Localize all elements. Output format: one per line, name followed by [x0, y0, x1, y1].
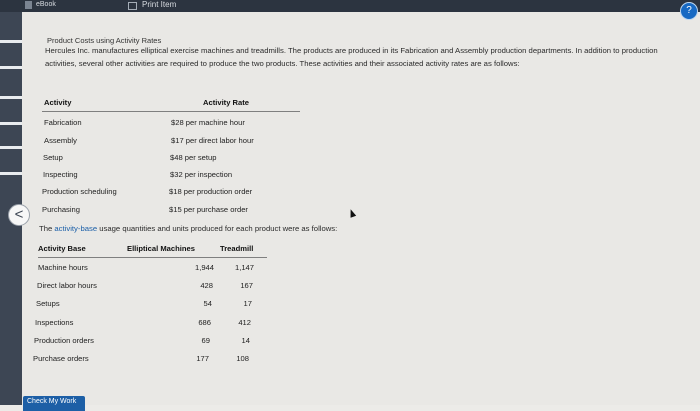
treadmill-cell: 17 [243, 299, 252, 308]
top-toolbar [0, 0, 700, 12]
elliptical-cell: 177 [196, 354, 209, 363]
table-row [37, 281, 277, 298]
rate-cell: $18 per production order [169, 187, 253, 196]
back-button[interactable]: < [8, 204, 30, 226]
rate-cell: $28 per machine hour [171, 118, 245, 127]
activity-cell: Purchasing [42, 205, 80, 214]
elliptical-cell: 428 [200, 281, 213, 290]
ebook-link[interactable]: eBook [36, 1, 56, 8]
base-cell: Production orders [34, 336, 94, 345]
sidebar-item[interactable] [0, 96, 22, 99]
treadmill-cell: 108 [236, 354, 249, 363]
table-row [43, 170, 303, 187]
column-header: Elliptical Machines [127, 244, 195, 253]
base-cell: Purchase orders [33, 354, 89, 363]
sidebar-item[interactable] [0, 146, 22, 149]
activity-cell: Inspecting [43, 170, 78, 179]
elliptical-cell: 1,944 [194, 263, 214, 272]
activity-cell: Fabrication [44, 118, 82, 127]
table-row [43, 153, 303, 170]
print-item-link[interactable]: Print Item [142, 0, 177, 9]
sidebar-item[interactable] [0, 172, 22, 175]
treadmill-cell: 14 [241, 336, 250, 345]
table-row [35, 318, 275, 335]
sidebar-item[interactable] [0, 122, 22, 125]
usage-intro [39, 224, 337, 233]
help-button[interactable]: ? [680, 2, 698, 20]
table-row [42, 187, 302, 204]
base-cell: Machine hours [38, 263, 88, 272]
elliptical-cell: 54 [203, 299, 212, 308]
table-row [33, 354, 273, 371]
table-row [36, 299, 276, 316]
base-cell: Direct labor hours [37, 281, 97, 290]
table-row [38, 263, 278, 280]
column-header: Activity Rate [203, 98, 250, 107]
rate-cell: $32 per inspection [170, 170, 233, 179]
activity-cell: Production scheduling [42, 187, 117, 196]
column-header: Activity [44, 98, 72, 107]
book-icon[interactable] [25, 1, 32, 9]
base-cell: Inspections [35, 318, 74, 327]
activity-cell: Setup [43, 153, 63, 162]
activity-cell: Assembly [44, 136, 77, 145]
problem-panel [22, 12, 700, 405]
table-row [42, 205, 302, 222]
table-row [44, 118, 304, 135]
base-cell: Setups [36, 299, 60, 308]
table-row [34, 336, 274, 353]
rate-cell: $17 per direct labor hour [171, 136, 254, 145]
elliptical-cell: 686 [198, 318, 211, 327]
problem-title: Product Costs using Activity Rates [47, 36, 162, 45]
usage-text-prefix: The [39, 224, 55, 233]
print-icon[interactable] [128, 2, 137, 10]
problem-intro: Hercules Inc. manufactures elliptical exercise machines and treadmills. The products are produced in its Fabrication and Assembly production departments. In addition to production activities, several other activities are required to produce the two products. These activities and their associated activity rates are as follows: [45, 46, 658, 68]
header-divider [42, 111, 300, 112]
header-divider [38, 257, 267, 258]
sidebar-item[interactable] [0, 40, 22, 43]
column-header: Treadmill [220, 244, 254, 253]
rate-cell: $48 per setup [170, 153, 217, 162]
sidebar-item[interactable] [0, 66, 22, 69]
mouse-cursor-icon [348, 208, 356, 218]
column-header: Activity Base [38, 244, 86, 253]
treadmill-cell: 412 [238, 318, 251, 327]
rate-cell: $15 per purchase order [169, 205, 248, 214]
elliptical-cell: 69 [201, 336, 210, 345]
table-row [44, 136, 304, 153]
treadmill-cell: 1,147 [234, 263, 254, 272]
usage-text-suffix: usage quantities and units produced for each product were as follows: [97, 224, 338, 233]
glossary-link[interactable]: activity-base [54, 224, 98, 233]
treadmill-cell: 167 [240, 281, 253, 290]
check-my-work-button[interactable]: Check My Work [23, 396, 85, 411]
